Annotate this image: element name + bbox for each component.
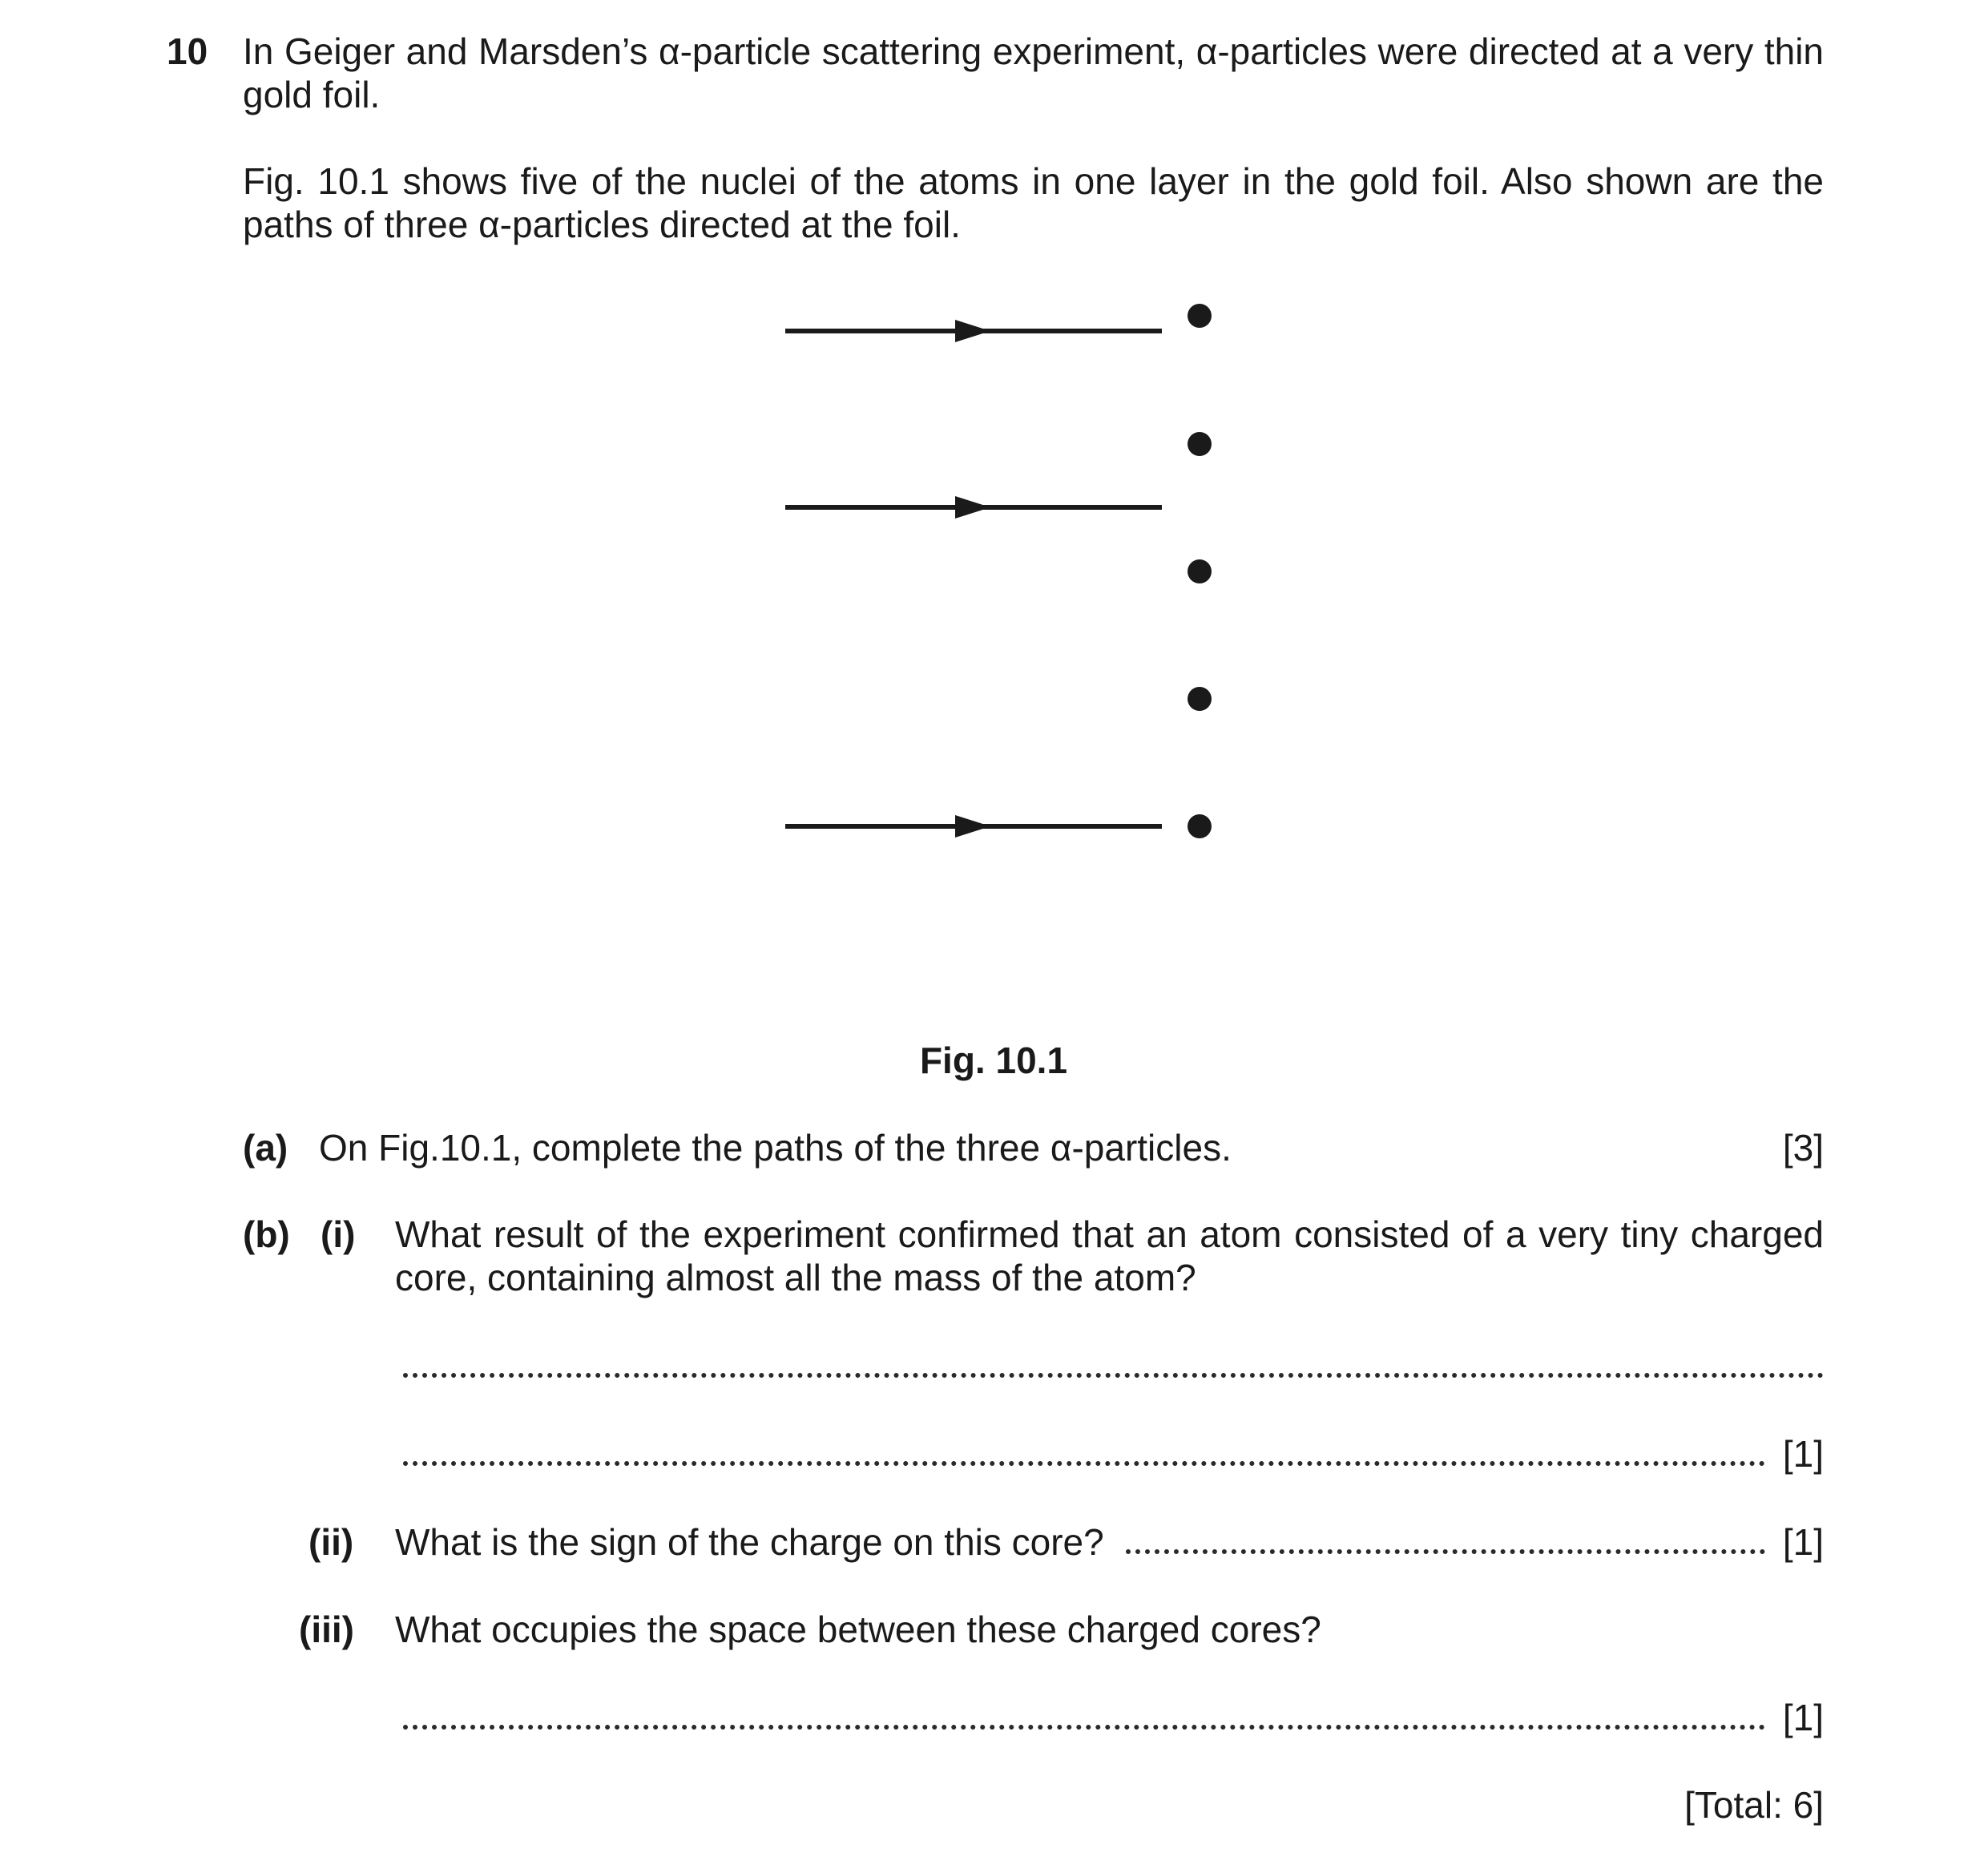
part-a-text: On Fig.10.1, complete the paths of the three α-particles. [319,1127,1232,1169]
alpha-path-2 [785,496,1162,519]
gold-nucleus [1188,687,1212,711]
part-b-i-marks: [1] [1782,1433,1824,1475]
part-b-i-line-1: What result of the experiment confirmed that an atom consisted of a very tiny charged [395,1213,1824,1255]
answer-line-b-i-2[interactable] [403,1455,1765,1466]
alpha-path-1 [785,320,1162,342]
part-a-label: (a) [243,1127,288,1169]
gold-nucleus [1188,432,1212,456]
part-b-label: (b) [243,1213,290,1255]
total-marks: [Total: 6] [1684,1784,1824,1826]
part-b-ii-text: What is the sign of the charge on this core? [395,1521,1104,1563]
answer-line-b-iii[interactable] [403,1718,1765,1730]
gold-nucleus [1188,814,1212,838]
intro-line-2: gold foil. [243,74,381,115]
arrowhead-icon [955,815,990,838]
part-b-i-line-2: core, containing almost all the mass of the atom? [395,1257,1196,1298]
para2-line-2: paths of three α-particles directed at the foil. [243,204,961,245]
part-b-i-label: (i) [321,1213,356,1255]
gold-nucleus [1188,559,1212,583]
figure-caption: Fig. 10.1 [919,1040,1068,1081]
part-a-marks: [3] [1782,1127,1824,1169]
arrowhead-icon [955,496,990,519]
arrowhead-icon [955,320,990,342]
part-b-iii-text: What occupies the space between these charged cores? [395,1609,1321,1650]
question-number: 10 [167,30,208,72]
intro-line-1: In Geiger and Marsden’s α-particle scattering experiment, α-particles were directed at a very thin [243,30,1824,72]
part-b-iii-marks: [1] [1782,1697,1824,1738]
part-b-ii-label: (ii) [308,1521,354,1563]
gold-nucleus [1188,304,1212,328]
answer-line-b-i-1[interactable] [403,1367,1824,1378]
part-b-ii-marks: [1] [1782,1521,1824,1563]
part-b-iii-label: (iii) [299,1609,354,1650]
alpha-path-3 [785,815,1162,838]
para2-line-1: Fig. 10.1 shows five of the nuclei of the atoms in one layer in the gold foil. Also shown are the [243,160,1824,202]
